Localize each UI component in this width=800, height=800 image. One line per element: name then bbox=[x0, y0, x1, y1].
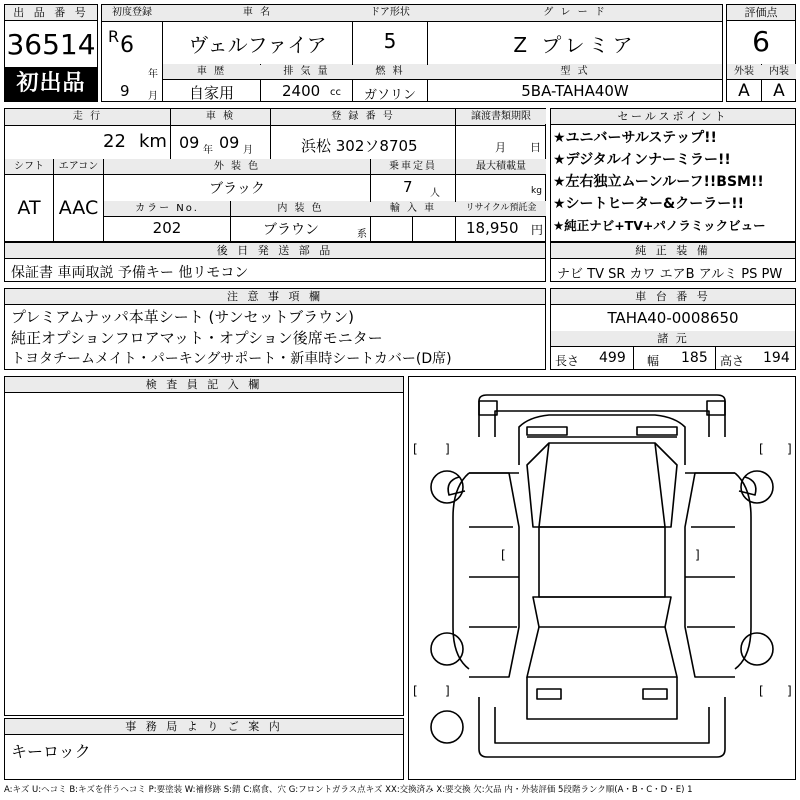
grade-label: グ レ ー ド bbox=[428, 5, 722, 20]
transfer-month-unit: 月 bbox=[495, 141, 506, 154]
notes-label: 注 意 事 項 欄 bbox=[5, 289, 545, 305]
doors-label: ドア形状 bbox=[353, 5, 427, 20]
office-label: 事 務 局 よ り ご 案 内 bbox=[5, 719, 403, 735]
note-line: プレミアムナッパ本革シート (サンセットブラウン) bbox=[11, 308, 355, 326]
first-reg-month: 9 bbox=[120, 82, 130, 100]
capacity-value: 7 bbox=[403, 178, 413, 196]
notes-lines bbox=[11, 307, 452, 370]
exterior-color-label: 外 装 色 bbox=[104, 159, 370, 174]
inspection-label: 車 検 bbox=[171, 109, 270, 124]
length-label: 長さ bbox=[555, 354, 580, 368]
office-value: キーロック bbox=[11, 742, 91, 761]
exterior-score: A bbox=[738, 81, 750, 101]
score-box bbox=[726, 4, 796, 102]
svg-text:]: ] bbox=[445, 442, 450, 456]
lot-number: 36514 bbox=[6, 28, 96, 61]
lot-label: 出 品 番 号 bbox=[5, 5, 97, 21]
svg-text:[: [ bbox=[413, 684, 418, 698]
sales-point: ★純正ナビ+TV+パノラミックビュー bbox=[553, 218, 766, 233]
car-name: ヴェルファイア bbox=[188, 33, 327, 57]
office-box bbox=[4, 718, 404, 780]
displacement-unit: cc bbox=[330, 87, 341, 98]
aircon-value: AAC bbox=[58, 197, 99, 219]
exterior-score-label: 外装 bbox=[727, 64, 761, 79]
car-diagram-box bbox=[408, 376, 796, 780]
interior-color-value: ブラウン bbox=[263, 222, 319, 238]
history-label: 車 歴 bbox=[163, 64, 260, 79]
height-value: 194 bbox=[763, 350, 790, 366]
capacity-unit: 人 bbox=[430, 188, 440, 199]
aircon-label: エアコン bbox=[54, 159, 103, 174]
model-value: 5BA-TAHA40W bbox=[521, 82, 629, 100]
sales-points-box bbox=[550, 108, 796, 242]
equipment-label: 純 正 装 備 bbox=[551, 243, 795, 259]
svg-text:]: ] bbox=[445, 684, 450, 698]
sales-point: ★ユニバーサルステップ!! bbox=[553, 130, 717, 146]
transfer-day-unit: 日 bbox=[530, 141, 541, 154]
first-reg-month-unit: 月 bbox=[148, 91, 158, 102]
equipment-value: ナビ TV SR カワ エアB アルミ PS PW bbox=[557, 267, 783, 282]
fuel-label: 燃 料 bbox=[353, 64, 427, 79]
sales-points-label: セールスポイント bbox=[551, 109, 795, 125]
doors-value: 5 bbox=[383, 29, 397, 53]
mileage-unit: km bbox=[139, 131, 167, 152]
displacement-value: 2400 bbox=[282, 82, 321, 100]
chassis-number: TAHA40-0008650 bbox=[607, 309, 739, 327]
shift-label: シフト bbox=[5, 159, 53, 174]
notes-box bbox=[4, 288, 546, 370]
mileage-label: 走 行 bbox=[5, 109, 170, 124]
details-grid bbox=[4, 108, 546, 242]
lot-box bbox=[4, 4, 98, 102]
capacity-label: 乗車定員 bbox=[371, 159, 455, 174]
later-parts-value: 保証書 車両取説 予備キー 他リモコン bbox=[11, 265, 249, 281]
color-no-value: 202 bbox=[152, 219, 182, 237]
note-line: 純正オプションフロアマット・オプション後席モニター bbox=[11, 329, 383, 347]
svg-text:[: [ bbox=[759, 684, 764, 698]
model-label: 型 式 bbox=[428, 64, 722, 79]
history-value: 自家用 bbox=[188, 84, 234, 102]
chassis-label: 車 台 番 号 bbox=[551, 289, 795, 305]
inspection-month: 09 bbox=[219, 133, 240, 152]
svg-text:[: [ bbox=[413, 442, 418, 456]
inspection-month-unit: 月 bbox=[243, 145, 253, 156]
max-load-unit: kg bbox=[531, 186, 542, 196]
recycle-unit: 円 bbox=[531, 223, 544, 237]
later-parts-label: 後 日 発 送 部 品 bbox=[5, 243, 545, 259]
color-no-label: カラー No. bbox=[104, 201, 230, 216]
first-reg-label: 初度登録 bbox=[102, 5, 162, 20]
first-listing-label: 初出品 bbox=[16, 71, 86, 96]
sales-point: ★左右独立ムーンルーフ!!BSM!! bbox=[553, 174, 764, 190]
svg-text:[: [ bbox=[501, 548, 506, 562]
later-parts-box bbox=[4, 242, 546, 282]
grade-value: Z プレミア bbox=[513, 33, 637, 57]
max-load-label: 最大積載量 bbox=[456, 159, 546, 174]
svg-text:]: ] bbox=[787, 684, 792, 698]
first-listing-badge bbox=[5, 67, 97, 101]
mileage-value: 22 bbox=[103, 131, 126, 152]
width-value: 185 bbox=[681, 350, 708, 366]
import-label: 輸 入 車 bbox=[371, 201, 455, 216]
interior-color-label: 内 装 色 bbox=[231, 201, 370, 216]
inspector-label: 検 査 員 記 入 欄 bbox=[5, 377, 403, 393]
svg-text:[: [ bbox=[759, 442, 764, 456]
sales-points-list bbox=[553, 127, 795, 237]
shift-value: AT bbox=[17, 197, 41, 219]
plate-value: 浜松 302ソ8705 bbox=[301, 137, 418, 155]
car-diagram bbox=[409, 377, 795, 779]
exterior-color-value: ブラック bbox=[209, 181, 265, 197]
recycle-label: リサイクル預託金 bbox=[456, 201, 546, 216]
displacement-label: 排 気 量 bbox=[261, 64, 352, 79]
height-label: 高さ bbox=[720, 354, 745, 368]
note-line: トヨタチームメイト・パーキングサポート・新車時シートカバー(D席) bbox=[11, 351, 452, 367]
dims-label: 諸 元 bbox=[551, 331, 795, 346]
inspector-box bbox=[4, 376, 404, 716]
inspection-year-unit: 年 bbox=[203, 145, 213, 156]
car-name-label: 車 名 bbox=[163, 5, 352, 20]
plate-label: 登 録 番 号 bbox=[271, 109, 455, 124]
inspection-year: 09 bbox=[179, 133, 200, 152]
score-label: 評価点 bbox=[727, 5, 795, 21]
interior-score: A bbox=[773, 81, 785, 101]
first-reg-year-unit: 年 bbox=[148, 69, 158, 80]
sales-point: ★シートヒーター&クーラー!! bbox=[553, 196, 744, 212]
vehicle-info bbox=[101, 4, 723, 102]
width-label: 幅 bbox=[647, 354, 660, 368]
svg-text:]: ] bbox=[695, 548, 700, 562]
interior-color-suffix: 系 bbox=[357, 229, 367, 240]
fuel-value: ガソリン bbox=[363, 88, 416, 103]
legend: A:キズ U:ヘコミ B:キズを伴うヘコミ P:要塗装 W:補修跡 S:錆 C:腐食、穴 G:フロントガラス点キズ XX:交換済み X:要交換 欠:欠品 内・外装評価 5段階ランク順(A・B・C・D・E) 1 bbox=[4, 785, 693, 795]
score-value: 6 bbox=[752, 25, 770, 58]
recycle-value: 18,950 bbox=[466, 219, 519, 237]
first-reg-year: 6 bbox=[120, 33, 134, 58]
length-value: 499 bbox=[599, 350, 626, 366]
equipment-box bbox=[550, 242, 796, 282]
chassis-box bbox=[550, 288, 796, 370]
transfer-deadline-label: 譲渡書類期限 bbox=[456, 109, 546, 124]
svg-text:]: ] bbox=[787, 442, 792, 456]
interior-score-label: 内装 bbox=[762, 64, 796, 79]
first-reg-era: R bbox=[108, 27, 120, 46]
sales-point: ★デジタルインナーミラー!! bbox=[553, 152, 731, 168]
